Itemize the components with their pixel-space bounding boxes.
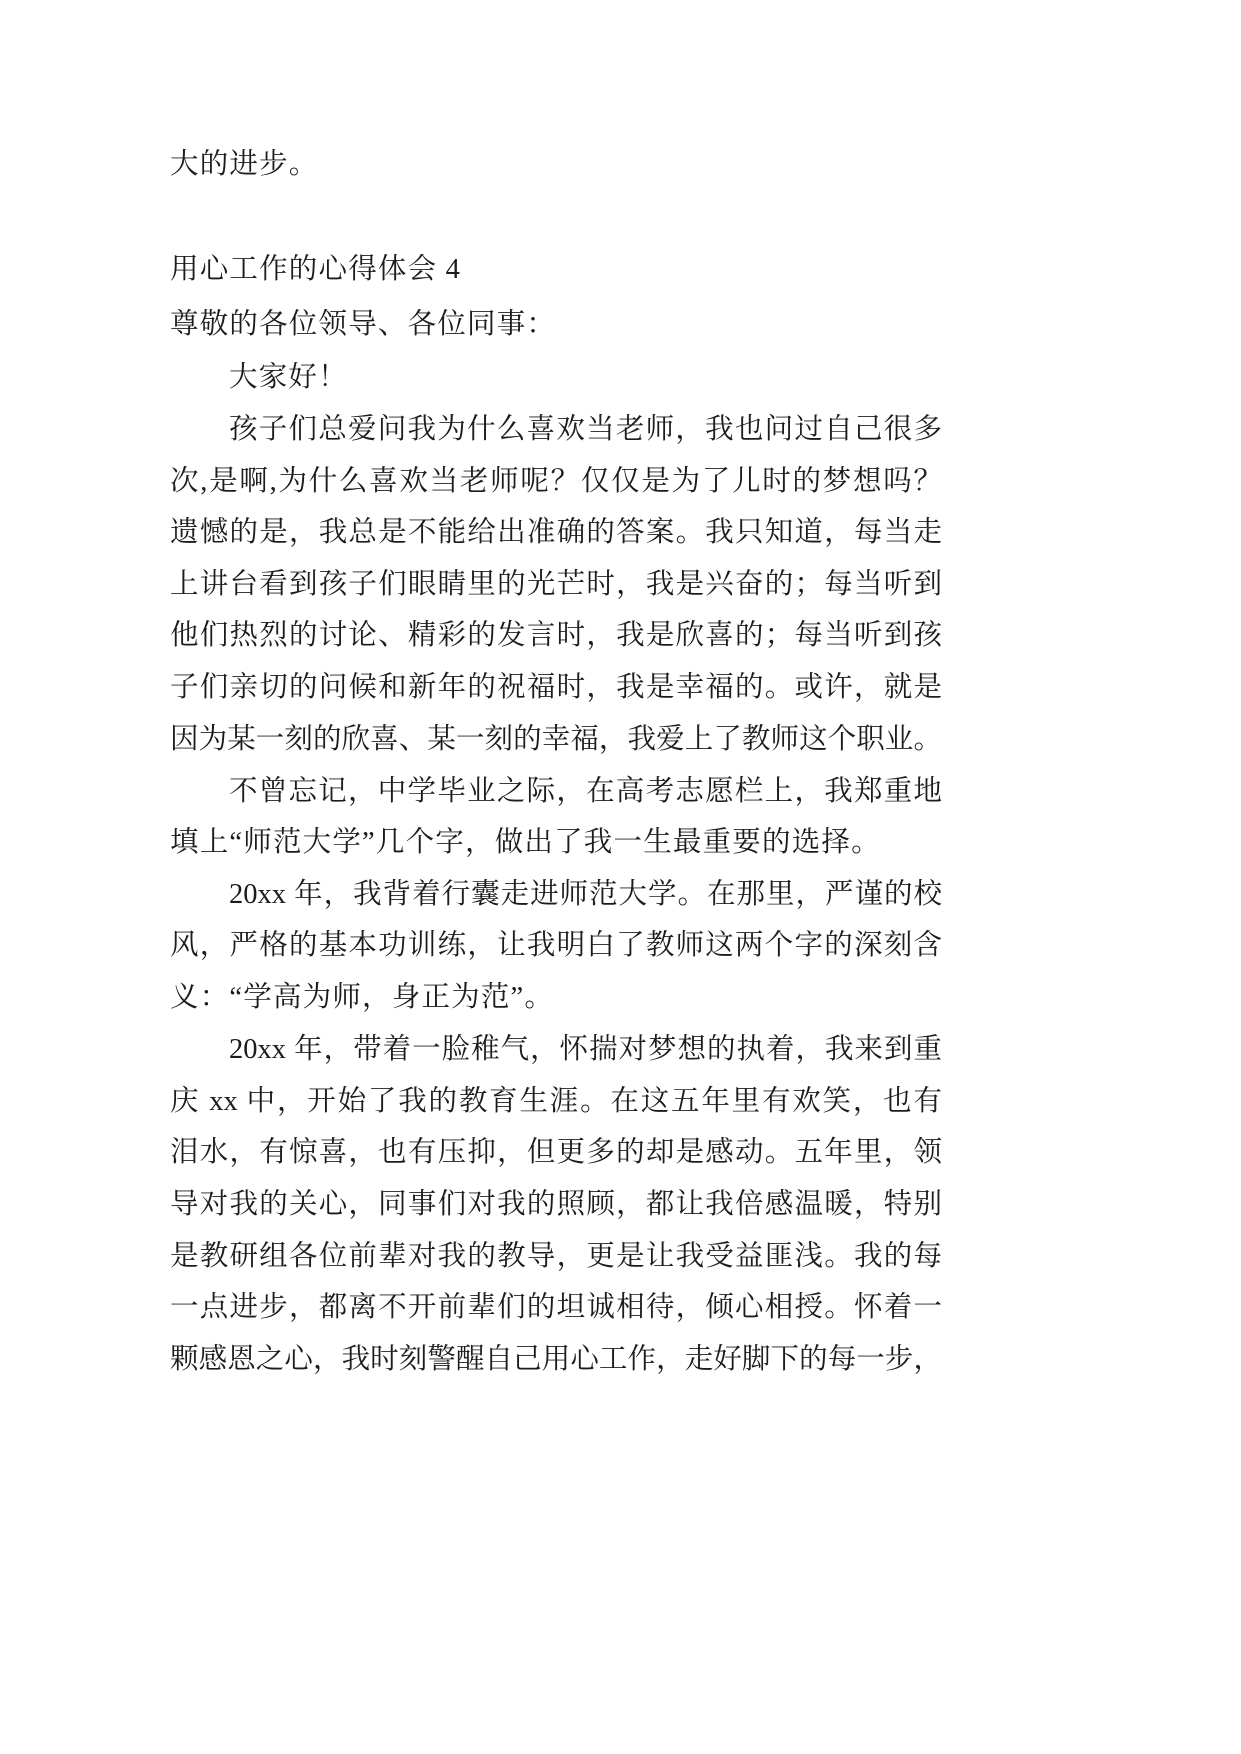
text-line: 子们亲切的问候和新年的祝福时，我是幸福的。或许，就是 xyxy=(170,672,942,703)
text-line: 颗感恩之心，我时刻警醒自己用心工作，走好脚下的每一步， xyxy=(170,1344,942,1375)
text-line: 20xx 年，我背着行囊走进师范大学。在那里，严谨的校 xyxy=(229,879,942,910)
text-line: 一点进步，都离不开前辈们的坦诚相待，倾心相授。怀着一 xyxy=(170,1292,942,1323)
salutation: 尊敬的各位领导、各位同事： xyxy=(170,309,557,340)
text-line: 义：“学高为师，身正为范”。 xyxy=(170,982,555,1013)
continuation-text: 大的进步。 xyxy=(170,149,319,180)
text-line: 20xx 年，带着一脸稚气，怀揣对梦想的执着，我来到重 xyxy=(229,1034,942,1065)
text-line: 他们热烈的讨论、精彩的发言时，我是欣喜的；每当听到孩 xyxy=(170,620,942,651)
text-line: 填上“师范大学”几个字，做出了我一生最重要的选择。 xyxy=(170,827,881,858)
greeting: 大家好！ xyxy=(229,362,348,393)
text-line: 不曾忘记，中学毕业之际，在高考志愿栏上，我郑重地 xyxy=(229,776,942,807)
text-line: 孩子们总爱问我为什么喜欢当老师，我也问过自己很多 xyxy=(229,414,942,445)
section-heading: 用心工作的心得体会 4 xyxy=(170,254,462,285)
text-line: 遗憾的是，我总是不能给出准确的答案。我只知道，每当走 xyxy=(170,517,942,548)
text-line: 是教研组各位前辈对我的教导，更是让我受益匪浅。我的每 xyxy=(170,1241,942,1272)
text-line: 上讲台看到孩子们眼睛里的光芒时，我是兴奋的；每当听到 xyxy=(170,569,942,600)
text-line: 导对我的关心，同事们对我的照顾，都让我倍感温暖，特别 xyxy=(170,1189,942,1220)
text-line: 泪水，有惊喜，也有压抑，但更多的却是感动。五年里，领 xyxy=(170,1137,942,1168)
text-line: 风，严格的基本功训练，让我明白了教师这两个字的深刻含 xyxy=(170,930,942,961)
text-line: 因为某一刻的欣喜、某一刻的幸福，我爱上了教师这个职业。 xyxy=(170,724,942,755)
text-line: 次,是啊,为什么喜欢当老师呢？仅仅是为了儿时的梦想吗？ xyxy=(170,466,942,497)
text-line: 庆 xx 中，开始了我的教育生涯。在这五年里有欢笑，也有 xyxy=(170,1086,942,1117)
